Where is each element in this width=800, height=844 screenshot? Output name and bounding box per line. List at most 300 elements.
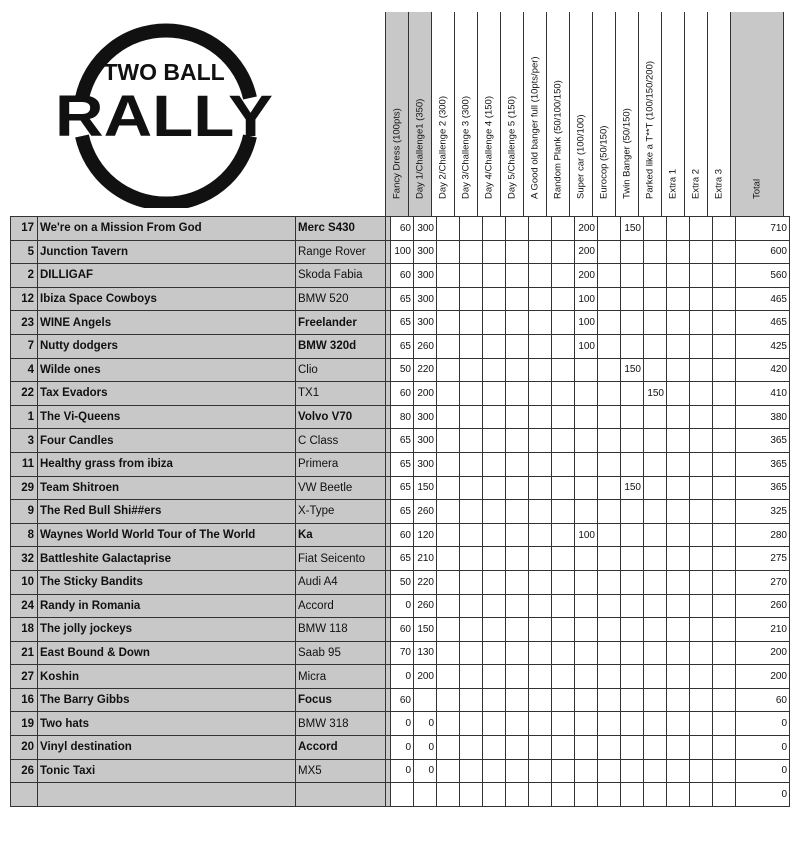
column-header	[684, 12, 707, 216]
score-cell	[667, 358, 690, 382]
score-cell	[713, 358, 736, 382]
score-cell	[437, 594, 460, 618]
score-cell	[437, 240, 460, 264]
score-cell	[483, 264, 506, 288]
team-number: 2	[11, 264, 38, 288]
car-model: Freelander	[296, 311, 386, 335]
score-cell: 100	[575, 523, 598, 547]
team-number: 3	[11, 429, 38, 453]
score-cell	[575, 688, 598, 712]
score-cell	[713, 547, 736, 571]
score-cell	[713, 217, 736, 241]
score-cell	[529, 547, 552, 571]
score-cell	[483, 452, 506, 476]
team-name: Randy in Romania	[38, 594, 296, 618]
team-number: 8	[11, 523, 38, 547]
score-cell	[621, 452, 644, 476]
score-cell: 0	[414, 759, 437, 783]
score-cell	[506, 523, 529, 547]
score-cell	[575, 382, 598, 406]
score-cell	[713, 665, 736, 689]
score-cell	[460, 311, 483, 335]
score-cell	[667, 500, 690, 524]
team-name: The Vi-Queens	[38, 405, 296, 429]
team-number: 11	[11, 452, 38, 476]
score-cell	[690, 334, 713, 358]
score-cell	[690, 594, 713, 618]
team-number: 29	[11, 476, 38, 500]
score-cell	[598, 665, 621, 689]
score-cell	[506, 217, 529, 241]
score-cell	[506, 334, 529, 358]
table-row	[11, 452, 790, 476]
score-cell	[690, 476, 713, 500]
score-cell	[529, 665, 552, 689]
score-cell	[598, 452, 621, 476]
team-number: 9	[11, 500, 38, 524]
car-model: VW Beetle	[296, 476, 386, 500]
score-cell	[644, 429, 667, 453]
car-model: Saab 95	[296, 641, 386, 665]
score-cell	[437, 783, 460, 807]
score-cell: 100	[575, 334, 598, 358]
column-header	[707, 12, 730, 216]
score-cell	[414, 688, 437, 712]
column-header-label: Extra 3	[713, 168, 725, 199]
score-cell: 150	[414, 476, 437, 500]
score-cell	[598, 783, 621, 807]
score-cell	[598, 759, 621, 783]
total-cell: 275	[736, 547, 790, 571]
score-cell	[552, 382, 575, 406]
column-header-label: Extra 1	[667, 168, 679, 199]
score-cell	[644, 523, 667, 547]
score-cell	[644, 358, 667, 382]
score-cell	[575, 570, 598, 594]
total-cell: 425	[736, 334, 790, 358]
score-cell	[690, 405, 713, 429]
score-cell	[621, 287, 644, 311]
score-cell	[483, 334, 506, 358]
score-cell	[690, 665, 713, 689]
team-number: 4	[11, 358, 38, 382]
score-cell	[529, 334, 552, 358]
score-cell	[690, 500, 713, 524]
score-cell: 100	[575, 287, 598, 311]
score-cell: 65	[391, 311, 414, 335]
column-header-label: Day 1/Challenge1 (350)	[414, 98, 426, 199]
score-cell	[483, 665, 506, 689]
column-header-label: Eurocop (50/150)	[598, 125, 610, 199]
team-name: Vinyl destination	[38, 736, 296, 760]
total-cell: 260	[736, 594, 790, 618]
score-cell	[644, 500, 667, 524]
score-cell: 300	[414, 429, 437, 453]
team-name: Junction Tavern	[38, 240, 296, 264]
score-cell	[529, 736, 552, 760]
score-cell	[713, 712, 736, 736]
score-cell	[667, 287, 690, 311]
total-cell: 0	[736, 712, 790, 736]
score-cell	[552, 547, 575, 571]
column-header	[477, 12, 500, 216]
score-cell	[621, 641, 644, 665]
score-cell	[644, 452, 667, 476]
score-cell	[529, 382, 552, 406]
table-row	[11, 311, 790, 335]
score-cell	[552, 618, 575, 642]
score-cell	[437, 358, 460, 382]
score-cell	[667, 311, 690, 335]
score-cell	[529, 570, 552, 594]
score-cell	[667, 759, 690, 783]
score-cell	[598, 334, 621, 358]
score-cell	[506, 358, 529, 382]
score-cell	[575, 358, 598, 382]
score-cell: 50	[391, 570, 414, 594]
score-cell	[437, 547, 460, 571]
score-cell	[667, 452, 690, 476]
total-cell: 365	[736, 429, 790, 453]
score-cell	[644, 547, 667, 571]
score-cell	[598, 736, 621, 760]
score-cell	[667, 547, 690, 571]
total-cell: 365	[736, 476, 790, 500]
score-cell	[690, 783, 713, 807]
score-cell: 65	[391, 476, 414, 500]
team-number: 16	[11, 688, 38, 712]
score-cell	[437, 618, 460, 642]
table-row	[11, 570, 790, 594]
score-cell: 60	[391, 618, 414, 642]
score-cell	[690, 712, 713, 736]
score-cell	[690, 523, 713, 547]
team-number: 32	[11, 547, 38, 571]
score-cell	[690, 641, 713, 665]
score-cell	[552, 287, 575, 311]
score-cell	[598, 287, 621, 311]
table-row	[11, 264, 790, 288]
table-row	[11, 759, 790, 783]
score-cell: 0	[391, 665, 414, 689]
score-cell	[667, 688, 690, 712]
score-cell	[713, 759, 736, 783]
score-cell	[529, 712, 552, 736]
score-cell	[529, 618, 552, 642]
score-cell: 60	[391, 217, 414, 241]
score-cell	[437, 641, 460, 665]
score-cell	[483, 570, 506, 594]
total-cell: 465	[736, 311, 790, 335]
score-cell	[552, 665, 575, 689]
score-cell	[506, 452, 529, 476]
column-header-label: Day 3/Challenge 3 (300)	[460, 96, 472, 199]
team-name: Tax Evadors	[38, 382, 296, 406]
score-cell	[483, 311, 506, 335]
score-cell	[460, 358, 483, 382]
column-header	[431, 12, 454, 216]
score-cell	[575, 783, 598, 807]
table-row	[11, 594, 790, 618]
total-cell: 0	[736, 783, 790, 807]
score-cell	[713, 334, 736, 358]
score-cell: 65	[391, 287, 414, 311]
car-model: Range Rover	[296, 240, 386, 264]
score-cell	[460, 476, 483, 500]
score-cell	[483, 240, 506, 264]
score-cell	[529, 264, 552, 288]
score-cell	[644, 476, 667, 500]
score-cell	[506, 547, 529, 571]
score-cell	[483, 547, 506, 571]
column-header	[500, 12, 523, 216]
score-cell: 80	[391, 405, 414, 429]
score-cell	[506, 688, 529, 712]
score-cell	[713, 523, 736, 547]
team-name: The Red Bull Shi##ers	[38, 500, 296, 524]
score-cell	[552, 736, 575, 760]
car-model: BMW 520	[296, 287, 386, 311]
score-cell	[621, 547, 644, 571]
team-name: Two hats	[38, 712, 296, 736]
score-cell	[621, 736, 644, 760]
column-header	[454, 12, 477, 216]
column-header	[569, 12, 592, 216]
car-model: Ka	[296, 523, 386, 547]
team-name: WINE Angels	[38, 311, 296, 335]
score-cell	[667, 264, 690, 288]
score-cell	[598, 476, 621, 500]
score-cell	[621, 523, 644, 547]
score-cell: 0	[391, 594, 414, 618]
score-cell	[437, 500, 460, 524]
score-cell	[460, 287, 483, 311]
car-model	[296, 783, 386, 807]
score-cell	[621, 712, 644, 736]
score-cell	[598, 712, 621, 736]
score-cell	[506, 570, 529, 594]
score-cell	[483, 523, 506, 547]
score-cell	[414, 783, 437, 807]
score-cell	[437, 476, 460, 500]
score-cell: 300	[414, 264, 437, 288]
score-cell: 120	[414, 523, 437, 547]
score-cell	[529, 240, 552, 264]
score-cell	[598, 618, 621, 642]
column-header-label: Twin Banger (50/150)	[621, 108, 633, 199]
score-cell	[667, 736, 690, 760]
total-cell: 325	[736, 500, 790, 524]
score-cell	[437, 264, 460, 288]
score-cell: 210	[414, 547, 437, 571]
score-cell	[483, 287, 506, 311]
score-cell	[667, 594, 690, 618]
score-cell	[506, 641, 529, 665]
score-cell	[575, 736, 598, 760]
score-cell	[690, 570, 713, 594]
score-cell: 150	[621, 358, 644, 382]
score-cell: 100	[575, 311, 598, 335]
score-cell	[460, 500, 483, 524]
score-cell	[529, 641, 552, 665]
score-cell	[460, 334, 483, 358]
score-cell: 220	[414, 570, 437, 594]
score-cell	[690, 429, 713, 453]
score-cell	[552, 500, 575, 524]
score-cell	[598, 405, 621, 429]
score-cell: 65	[391, 334, 414, 358]
score-cell: 150	[621, 217, 644, 241]
score-cell	[437, 712, 460, 736]
score-cell	[667, 405, 690, 429]
score-cell	[460, 217, 483, 241]
score-cell	[506, 264, 529, 288]
total-cell: 60	[736, 688, 790, 712]
score-cell	[552, 358, 575, 382]
column-header-label: Fancy Dress (100pts)	[391, 108, 403, 199]
score-cell	[529, 783, 552, 807]
score-cell	[690, 217, 713, 241]
score-cell	[437, 429, 460, 453]
score-cell	[667, 783, 690, 807]
score-cell	[437, 311, 460, 335]
score-cell	[575, 452, 598, 476]
team-name: Team Shitroen	[38, 476, 296, 500]
score-cell	[621, 618, 644, 642]
score-cell	[437, 405, 460, 429]
score-cell: 0	[391, 759, 414, 783]
score-cell: 60	[391, 382, 414, 406]
score-cell	[667, 665, 690, 689]
score-cell	[529, 311, 552, 335]
score-cell	[690, 264, 713, 288]
score-cell	[644, 217, 667, 241]
score-cell	[621, 688, 644, 712]
table-row	[11, 358, 790, 382]
score-cell	[713, 287, 736, 311]
table-row	[11, 547, 790, 571]
score-cell	[644, 334, 667, 358]
team-number: 1	[11, 405, 38, 429]
score-cell	[506, 500, 529, 524]
score-cell: 65	[391, 429, 414, 453]
score-cell	[437, 287, 460, 311]
score-cell	[713, 594, 736, 618]
score-cell	[667, 618, 690, 642]
table-row	[11, 476, 790, 500]
score-cell: 300	[414, 217, 437, 241]
score-cell	[460, 264, 483, 288]
score-cell	[506, 429, 529, 453]
total-cell: 270	[736, 570, 790, 594]
score-cell	[598, 217, 621, 241]
column-header-label: Day 5/Challenge 5 (150)	[506, 96, 518, 199]
score-cell	[529, 500, 552, 524]
score-cell	[667, 523, 690, 547]
score-cell	[437, 665, 460, 689]
car-model: TX1	[296, 382, 386, 406]
column-header-label: Day 4/Challenge 4 (150)	[483, 96, 495, 199]
score-cell: 200	[414, 665, 437, 689]
score-cell	[552, 570, 575, 594]
column-header	[408, 12, 431, 216]
score-cell	[644, 783, 667, 807]
team-number: 17	[11, 217, 38, 241]
score-cell	[713, 618, 736, 642]
score-cell	[483, 405, 506, 429]
score-cell	[598, 594, 621, 618]
score-cell	[598, 311, 621, 335]
team-name: The jolly jockeys	[38, 618, 296, 642]
score-cell	[506, 712, 529, 736]
score-cell	[460, 641, 483, 665]
score-cell	[690, 736, 713, 760]
score-cell	[667, 570, 690, 594]
table-row	[11, 405, 790, 429]
total-cell: 280	[736, 523, 790, 547]
score-cell	[483, 429, 506, 453]
score-cell	[598, 240, 621, 264]
score-cell	[437, 759, 460, 783]
team-number: 20	[11, 736, 38, 760]
score-cell	[621, 759, 644, 783]
score-cell	[437, 334, 460, 358]
score-cell: 260	[414, 500, 437, 524]
score-cell	[667, 334, 690, 358]
team-name: East Bound & Down	[38, 641, 296, 665]
car-model: Focus	[296, 688, 386, 712]
score-cell	[644, 594, 667, 618]
column-header-label: Total	[751, 178, 763, 199]
car-model: BMW 320d	[296, 334, 386, 358]
score-cell	[460, 736, 483, 760]
score-cell	[575, 429, 598, 453]
score-cell	[621, 334, 644, 358]
column-headers	[385, 12, 793, 216]
score-cell	[598, 523, 621, 547]
score-cell: 220	[414, 358, 437, 382]
score-cell	[644, 618, 667, 642]
score-cell	[621, 500, 644, 524]
team-number: 12	[11, 287, 38, 311]
score-cell: 50	[391, 358, 414, 382]
team-number: 5	[11, 240, 38, 264]
total-cell: 0	[736, 736, 790, 760]
score-cell	[483, 382, 506, 406]
score-cell: 300	[414, 240, 437, 264]
table-row	[11, 334, 790, 358]
score-cell	[667, 429, 690, 453]
score-cell	[552, 217, 575, 241]
score-cell	[690, 287, 713, 311]
scoreboard-table	[10, 216, 790, 807]
table-row	[11, 240, 790, 264]
score-cell	[506, 405, 529, 429]
score-cell: 200	[575, 240, 598, 264]
score-cell: 60	[391, 264, 414, 288]
team-number: 22	[11, 382, 38, 406]
column-header-label: Extra 2	[690, 168, 702, 199]
total-cell: 0	[736, 759, 790, 783]
score-cell	[552, 452, 575, 476]
score-cell	[713, 452, 736, 476]
score-cell: 200	[575, 217, 598, 241]
team-name: Nutty dodgers	[38, 334, 296, 358]
team-number: 21	[11, 641, 38, 665]
score-cell: 260	[414, 334, 437, 358]
team-name: Four Candles	[38, 429, 296, 453]
team-number: 10	[11, 570, 38, 594]
